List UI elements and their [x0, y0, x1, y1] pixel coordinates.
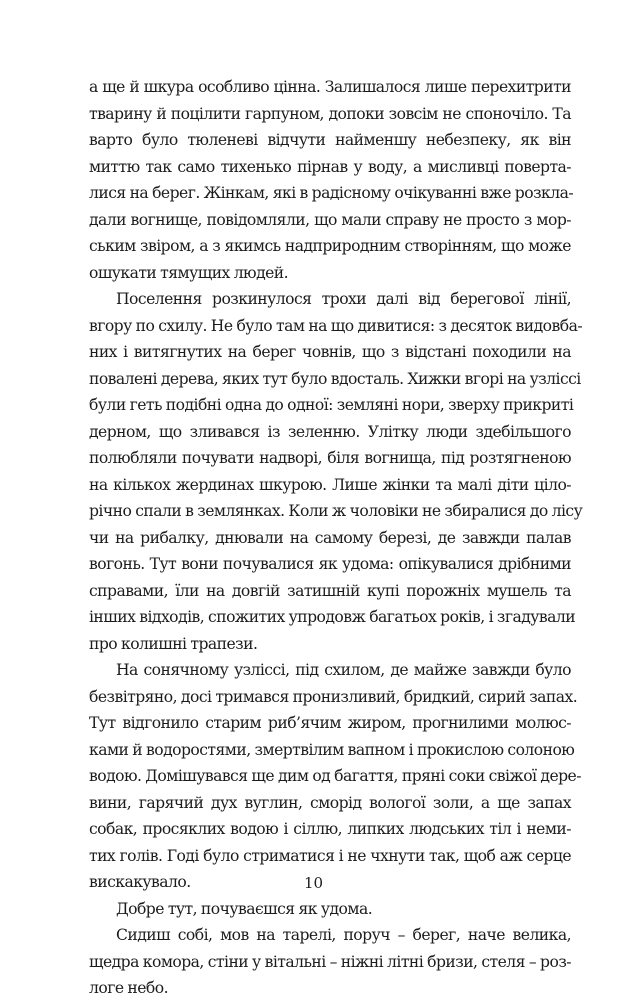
text-line: полюбляли почувати надворі, біля вогнища, під розтягненою: [89, 449, 571, 467]
text-line: Сидиш собі, мов на тарелі, поруч – берег, наче велика,: [116, 926, 571, 944]
text-line: лися на берег. Жінкам, які в радісному очікуванні вже розкла-: [89, 184, 574, 202]
text-line: інших відходів, спожитих упродовж багатьох років, і згадували: [89, 608, 576, 626]
text-line: про колишні трапези.: [89, 634, 258, 653]
text-line: миттю так само тихенько пірнав у воду, а мисливці поверта-: [89, 157, 571, 176]
text-line: варто було тюленеві відчути найменшу небезпеку, як він: [89, 131, 571, 149]
text-line: водою. Домішувався ще дим од багаття, пряні соки свіжої дере-: [89, 767, 581, 785]
text-line: ошукати тямущих людей.: [89, 263, 289, 282]
text-line: них і витягнутих на берег човнів, що з відстані походили на: [89, 343, 571, 361]
text-line: собак, просяклих водою і сіллю, липких людських тіл і неми-: [89, 820, 571, 838]
text-line: щедра комора, стіни у вітальні – ніжні літні бризи, стеля – роз-: [89, 952, 571, 971]
paragraph: [89, 896, 571, 923]
text-line: безвітряно, досі тримався пронизливий, бридкий, сирий запах.: [89, 687, 578, 706]
text-line: Добре тут, почуваєшся як удома.: [116, 899, 373, 918]
text-line: вискакувало.: [89, 873, 191, 891]
paragraph: [89, 922, 571, 1002]
text-line: вини, гарячий дух вуглин, сморід вологої золи, а ще запах: [89, 793, 571, 812]
text-line: Поселення розкинулося трохи далі від берегової лінії,: [116, 290, 571, 308]
text-line: справами, їли на довгій затишній купі порожніх мушель та: [89, 581, 571, 600]
text-line: ським звіром, а з якимсь надприродним створінням, що може: [89, 237, 571, 255]
text-line: вгору по схилу. Не було там на що дивитися: з десяток видовба-: [89, 316, 583, 335]
text-line: повалені дерева, яких тут було вдосталь. Хижки вгорі на узліссі: [89, 369, 581, 388]
text-line: логе небо.: [89, 979, 169, 997]
text-line: річно спали в землянках. Коли ж чоловіки не збиралися до лісу: [89, 502, 583, 520]
text-line: На сонячному узліссі, під схилом, де майже завжди було: [116, 661, 571, 679]
text-line: ками й водоростями, змертвілим вапном і прокислою солоною: [89, 740, 575, 759]
paragraph: [89, 74, 574, 286]
text-line: на кількох жердинах шкурою. Лише жінки та малі діти цілo-: [89, 475, 571, 494]
paragraph: [89, 286, 583, 657]
paragraph: [89, 657, 581, 896]
text-line: Тут відгонило старим риб’ячим жиром, прогнилими молюс-: [89, 714, 571, 732]
text-line: вогонь. Тут вони почувалися як удома: опікувалися дрібними: [89, 555, 571, 573]
page-number: 10: [303, 874, 324, 892]
text-line: чи на рибалку, днювали на самому березі, де завжди палав: [89, 528, 571, 547]
text-line: дерном, що зливався із зеленню. Улітку люди здебільшого: [89, 422, 571, 441]
body-text: [89, 74, 583, 1002]
text-line: тих голів. Годі було стриматися і не чхнути так, щоб аж серце: [89, 846, 571, 865]
text-line: тварину й поцілити гарпуном, допоки зовсім не споночіло. Та: [89, 104, 571, 123]
text-line: були геть подібні одна до одної: земляні нори, зверху прикриті: [89, 396, 574, 414]
text-line: дали вогнище, повідомляли, що мали справу не просто з мор-: [89, 210, 571, 229]
text-line: а ще й шкура особливо цінна. Залишалося лише перехитрити: [89, 78, 571, 96]
